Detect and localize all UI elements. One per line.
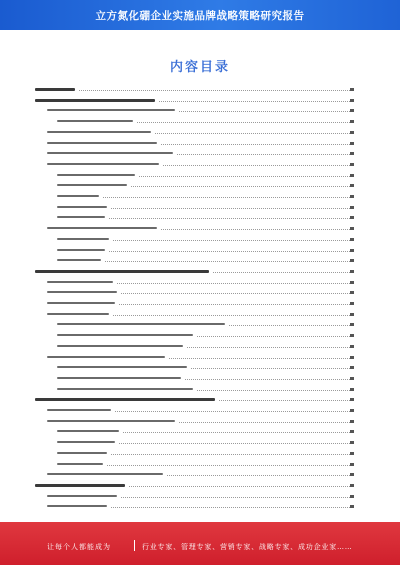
toc-dot-leader <box>123 432 350 434</box>
toc-entry-text <box>57 174 135 176</box>
toc-dot-leader <box>105 261 350 263</box>
toc-dot-leader <box>79 90 350 92</box>
toc-page-number <box>350 174 354 177</box>
toc-page-number <box>350 99 354 102</box>
toc-dot-leader <box>137 122 350 124</box>
toc-entry-text <box>47 473 163 475</box>
toc-page-number <box>350 409 354 412</box>
toc-dot-leader <box>121 497 350 499</box>
report-title: 立方氮化硼企业实施品牌战略策略研究报告 <box>95 10 305 22</box>
toc-page-number <box>350 206 354 209</box>
toc-entry-text <box>47 152 173 154</box>
toc-page-number <box>350 249 354 252</box>
toc-entry-text <box>57 323 225 325</box>
toc-page-number <box>350 377 354 380</box>
toc-dot-leader <box>119 443 350 445</box>
footer-slogan-right: 行业专家、管理专家、营销专家、战略专家、成功企业家…… <box>142 543 353 551</box>
toc-entry-text <box>57 366 187 368</box>
toc-dot-leader <box>169 358 350 360</box>
toc-page-number <box>350 398 354 401</box>
toc-dot-leader <box>111 208 350 210</box>
toc-entry-text <box>47 420 175 422</box>
toc-entry-text <box>47 227 157 229</box>
toc-page-number <box>350 323 354 326</box>
toc-dot-leader <box>187 347 350 349</box>
toc-entry-text <box>57 334 193 336</box>
toc-entry-text <box>47 142 157 144</box>
toc-entry-text <box>47 313 109 315</box>
toc-entry-text <box>57 238 109 240</box>
toc-page-number <box>350 313 354 316</box>
toc-dot-leader <box>109 251 350 253</box>
toc-entry-text <box>35 398 215 401</box>
toc-dot-leader <box>167 475 350 477</box>
toc-page-number <box>350 366 354 369</box>
toc-page-number <box>350 152 354 155</box>
toc-page-number <box>350 120 354 123</box>
toc-dot-leader <box>111 454 350 456</box>
toc-dot-leader <box>161 229 350 231</box>
toc-page-number <box>350 302 354 305</box>
toc-entry-text <box>35 270 209 273</box>
toc-dot-leader <box>113 315 350 317</box>
toc-page-number <box>350 420 354 423</box>
toc-dot-leader <box>131 186 350 188</box>
toc-dot-leader <box>111 507 350 509</box>
toc-dot-leader <box>219 400 350 402</box>
toc-page-number <box>350 345 354 348</box>
toc-entry-text <box>35 88 75 91</box>
toc-entry-text <box>57 249 105 251</box>
toc-dot-leader <box>117 283 350 285</box>
toc-dot-leader <box>229 325 350 327</box>
toc-dot-leader <box>115 411 350 413</box>
toc-page-number <box>350 473 354 476</box>
toc-dot-leader <box>191 368 350 370</box>
toc-dot-leader <box>185 379 350 381</box>
toc-entry-text <box>47 505 107 507</box>
toc-dot-leader <box>113 240 350 242</box>
toc-page-number <box>350 259 354 262</box>
toc-dot-leader <box>103 197 350 199</box>
toc-page-number <box>350 430 354 433</box>
toc-page-number <box>350 109 354 112</box>
toc-dot-leader <box>107 465 350 467</box>
toc-title: 内容目录 <box>169 60 230 75</box>
toc-entry-text <box>57 377 181 379</box>
toc-dot-leader <box>129 486 350 488</box>
toc-dot-leader <box>121 293 350 295</box>
toc-entry-text <box>57 120 133 122</box>
toc-page-number <box>350 195 354 198</box>
toc-page-number <box>350 163 354 166</box>
toc-entry-text <box>47 131 151 133</box>
toc-entry-text <box>47 281 113 283</box>
toc-entry-text <box>47 291 117 293</box>
toc-entry-text <box>47 302 115 304</box>
toc-dot-leader <box>155 133 350 135</box>
toc-entry-text <box>47 495 117 497</box>
toc-entry-text <box>35 484 125 487</box>
toc-page-number <box>350 441 354 444</box>
toc-page-number <box>350 388 354 391</box>
toc-entry-text <box>57 184 127 186</box>
toc-dot-leader <box>197 336 350 338</box>
toc-page-number <box>350 142 354 145</box>
toc-dot-leader <box>119 304 350 306</box>
toc-page-number <box>350 484 354 487</box>
toc-page-number <box>350 452 354 455</box>
toc-entry-text <box>57 195 99 197</box>
toc-dot-leader <box>161 144 350 146</box>
toc-entry-text <box>57 259 101 261</box>
toc-entry-text <box>57 388 193 390</box>
toc-page-number <box>350 505 354 508</box>
toc-entry-text <box>57 216 105 218</box>
toc-page-number <box>350 238 354 241</box>
toc-dot-leader <box>159 101 350 103</box>
toc-entry-text <box>47 109 175 111</box>
toc-page-number <box>350 131 354 134</box>
toc-page-number <box>350 334 354 337</box>
toc-page-number <box>350 227 354 230</box>
toc-entry-text <box>47 163 159 165</box>
toc-page-number <box>350 495 354 498</box>
toc-entry-text <box>57 441 115 443</box>
footer-slogan-left: 让每个人都能成为 <box>47 543 111 551</box>
toc-page-number <box>350 184 354 187</box>
footer-divider <box>134 540 135 551</box>
toc-page-number <box>350 291 354 294</box>
toc-entry-text <box>57 430 119 432</box>
toc-dot-leader <box>139 176 350 178</box>
toc-page-number <box>350 463 354 466</box>
toc-dot-leader <box>197 390 350 392</box>
toc-dot-leader <box>109 218 350 220</box>
toc-page-number <box>350 88 354 91</box>
toc-page-number <box>350 270 354 273</box>
toc-entry-text <box>57 345 183 347</box>
toc-dot-leader <box>177 154 350 156</box>
toc-dot-leader <box>179 422 350 424</box>
toc-entry-text <box>47 356 165 358</box>
toc-dot-leader <box>163 165 350 167</box>
toc-entry-text <box>57 452 107 454</box>
toc-entry-text <box>57 206 107 208</box>
toc-page-number <box>350 356 354 359</box>
toc-entry-text <box>57 463 103 465</box>
toc-entry-text <box>35 99 155 102</box>
toc-entry-text <box>47 409 111 411</box>
toc-dot-leader <box>213 272 350 274</box>
toc-page-number <box>350 281 354 284</box>
toc-dot-leader <box>179 111 350 113</box>
toc-page-number <box>350 216 354 219</box>
